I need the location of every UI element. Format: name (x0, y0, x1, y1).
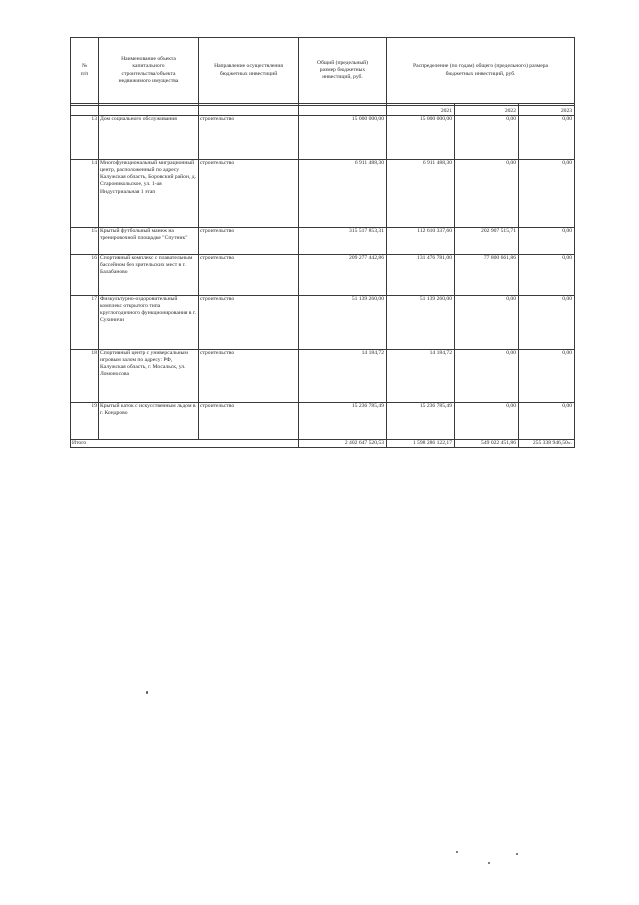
grand-total-2023: 255 338 946,50». (519, 440, 575, 448)
row-number: 15 (71, 228, 99, 255)
amount-2021: 14 184,72 (387, 350, 455, 403)
row-number: 19 (71, 403, 99, 440)
row-number: 13 (71, 116, 99, 160)
total-label: Итого (71, 440, 299, 448)
header-total: Общий (предельный) размер бюджетных инвестиций, руб. (299, 38, 387, 104)
investment-direction: строительство (199, 160, 299, 228)
amount-2021: 15 000 000,00 (387, 116, 455, 160)
amount-2022: 0,00 (455, 403, 519, 440)
total-amount: 15 000 000,00 (299, 116, 387, 160)
amount-2023: 0,00 (519, 350, 575, 403)
object-name: Физкультурно-оздоровительный комплекс открытого типа круглогодичного функционирования в г. Сухиничи (99, 296, 199, 350)
object-name: Многофункциональный миграционный центр, расположенный по адресу Калужская область, Боровский район, д. Староникольское, ул. 1-ая Индустриальная 1 этап (99, 160, 199, 228)
year-2022: 2022 (455, 106, 519, 116)
table-row (71, 228, 575, 255)
row-number: 17 (71, 296, 99, 350)
header-direction: Направление осуществления бюджетных инвестиций (199, 38, 299, 104)
amount-2021: 6 911 488,30 (387, 160, 455, 228)
investment-direction: строительство (199, 350, 299, 403)
amount-2022: 0,00 (455, 350, 519, 403)
amount-2021: 51 139 260,00 (387, 296, 455, 350)
years-row (71, 106, 575, 116)
investment-direction: строительство (199, 255, 299, 296)
table-row (71, 116, 575, 160)
scan-speck (488, 862, 490, 864)
amount-2021: 112 610 337,60 (387, 228, 455, 255)
document-page (70, 37, 575, 448)
table-row (71, 255, 575, 296)
investment-direction: строительство (199, 116, 299, 160)
amount-2021: 15 236 785,49 (387, 403, 455, 440)
grand-total-amount: 2 402 647 520,53 (299, 440, 387, 448)
scan-speck (456, 851, 458, 853)
amount-2022: 77 800 661,86 (455, 255, 519, 296)
investment-direction: строительство (199, 228, 299, 255)
investment-direction: строительство (199, 296, 299, 350)
amount-2023: 0,00 (519, 296, 575, 350)
table-row (71, 403, 575, 440)
header-distribution: Распределение (по годам) общего (предельного) размера бюджетных инвестиций, руб. (387, 38, 575, 104)
object-name: Крытый каток с искусственным льдом в г. Кондрово (99, 403, 199, 440)
grand-total-2022: 549 022 451,86 (455, 440, 519, 448)
object-name: Спортивный комплекс с плавательным бассейном без зрительских мест в г. Балабаново (99, 255, 199, 296)
year-2021: 2021 (387, 106, 455, 116)
row-number: 16 (71, 255, 99, 296)
header-number: № п/п (71, 38, 99, 104)
row-number: 18 (71, 350, 99, 403)
total-amount: 14 184,72 (299, 350, 387, 403)
scan-speck (516, 853, 518, 855)
amount-2021: 131 476 781,00 (387, 255, 455, 296)
scan-speck (146, 691, 148, 694)
amount-2022: 0,00 (455, 160, 519, 228)
total-row (71, 440, 575, 448)
amount-2023: 0,00 (519, 160, 575, 228)
header-row (71, 38, 575, 104)
table-row (71, 296, 575, 350)
table-row (71, 160, 575, 228)
object-name: Дом социального обслуживания (99, 116, 199, 160)
header-object-name: Наименование объекта капитального строительства/объекта недвижимого имущества (99, 38, 199, 104)
amount-2022: 0,00 (455, 116, 519, 160)
amount-2023: 0,00 (519, 255, 575, 296)
amount-2023: 0,00 (519, 403, 575, 440)
grand-total-2021: 1 598 286 122,17 (387, 440, 455, 448)
object-name: Крытый футбольный манеж на тренировочной площадке "Спутник" (99, 228, 199, 255)
years-empty-cell (99, 106, 199, 116)
amount-2023: 0,00 (519, 228, 575, 255)
total-amount: 315 517 853,31 (299, 228, 387, 255)
total-amount: 6 911 488,30 (299, 160, 387, 228)
years-empty-cell (71, 106, 99, 116)
years-empty-cell (299, 106, 387, 116)
total-amount: 15 236 785,49 (299, 403, 387, 440)
years-empty-cell (199, 106, 299, 116)
investment-direction: строительство (199, 403, 299, 440)
amount-2022: 0,00 (455, 296, 519, 350)
amount-2023: 0,00 (519, 116, 575, 160)
budget-investment-table (70, 37, 575, 448)
total-amount: 51 139 260,00 (299, 296, 387, 350)
total-amount: 209 277 442,86 (299, 255, 387, 296)
table-row (71, 350, 575, 403)
row-number: 14 (71, 160, 99, 228)
year-2023: 2023 (519, 106, 575, 116)
object-name: Спортивный центр с универсальным игровым залом по адресу: РФ, Калужская область, г. Мосальск, ул. Ломоносова (99, 350, 199, 403)
amount-2022: 202 907 515,71 (455, 228, 519, 255)
